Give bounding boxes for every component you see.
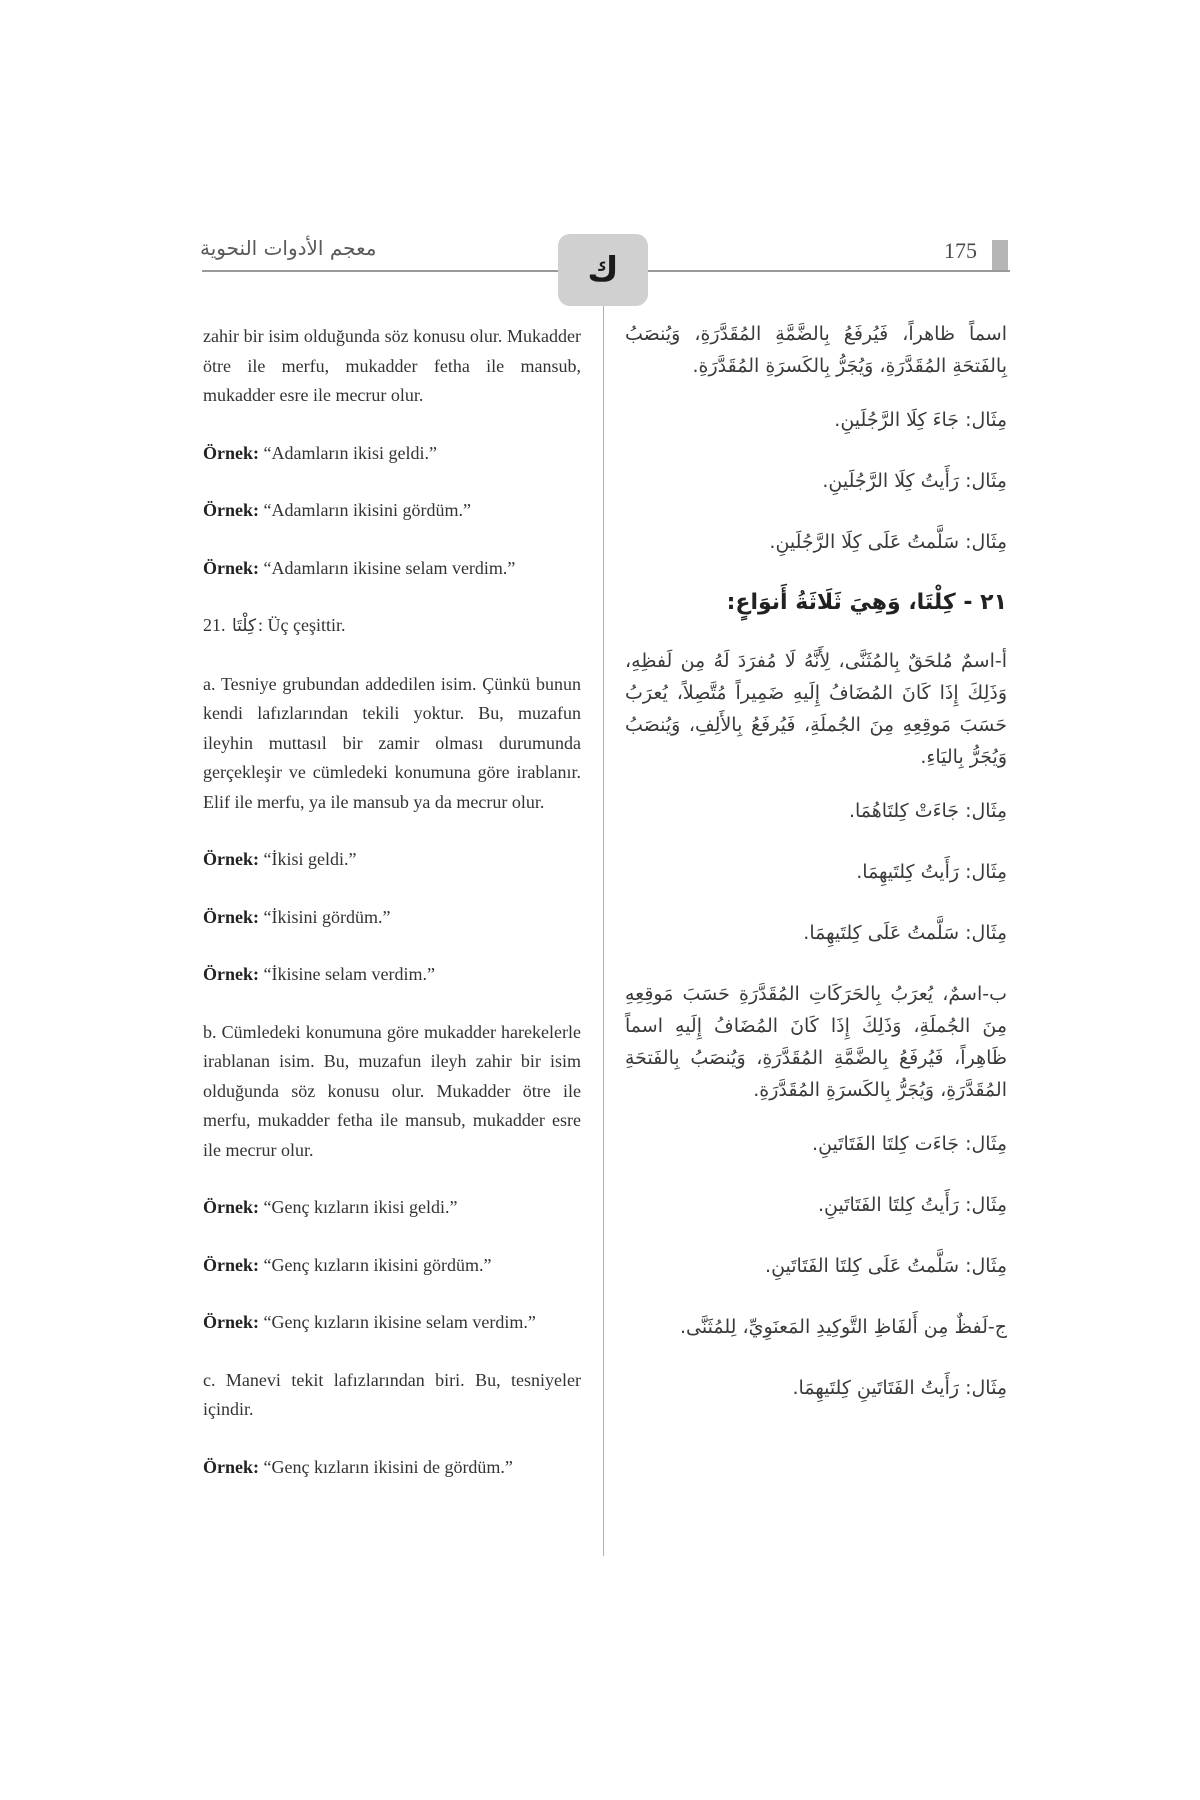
page-number-marker [992, 240, 1008, 270]
example-label: Örnek: [203, 849, 259, 869]
example-text: “Genç kızların ikisine selam verdim.” [263, 1312, 536, 1332]
ar-paragraph: اسماً ظاهراً، فَيُرفَعُ بِالضَّمَّةِ المُقَدَّرَةِ، وَيُنصَبُ بِالفَتحَةِ المُقَدَّرَةِ، وَيُجَرُّ بِالكَسرَةِ المُقَدَّرَةِ. [625, 323, 1007, 377]
ar-entry-heading: ٢١ - كِلْتَا، وَهِيَ ثَلَاثَةُ أَنوَاعٍ: [726, 590, 1007, 615]
tr-paragraph: a. Tesniye grubundan addedilen isim. Çünkü bunun kendi lafızlarından tekili yoktur. Bu, muzafun ileyhin muttasıl bir zamir olması durumunda gerçekleşir ve cümledeki konumuna göre irablanır. Elif ile merfu, ya ile mansub ya da mecrur olur. [203, 673, 581, 812]
tr-example [203, 1251, 581, 1281]
ar-example: مِثَال: سَلَّمتُ عَلَى كِلتَا الفَتَاتَينِ. [765, 1255, 1007, 1277]
tr-example [203, 1193, 581, 1223]
example-text: “Adamların ikisine selam verdim.” [263, 557, 516, 578]
ar-example: مِثَال: جَاءَ كِلَا الرَّجُلَينِ. [834, 409, 1007, 431]
example-text: “İkisi geldi.” [263, 849, 357, 869]
example-label: Örnek: [203, 442, 259, 463]
example-label: Örnek: [203, 1254, 259, 1275]
example-text: “İkisini gördüm.” [263, 906, 391, 927]
page-number: 175 [944, 238, 977, 263]
example-label: Örnek: [203, 964, 259, 984]
ar-example: مِثَال: جَاءَتْ كِلتَاهُمَا. [848, 800, 1007, 822]
ar-example: مِثَال: رَأَيتُ كِلتَا الفَتَاتَينِ. [817, 1194, 1007, 1216]
example-text: “Genç kızların ikisi geldi.” [263, 1197, 458, 1217]
example-label: Örnek: [203, 557, 259, 578]
example-text: “Adamların ikisini gördüm.” [263, 500, 471, 520]
ar-example: مِثَال: رَأَيتُ كِلتَيهِمَا. [856, 861, 1007, 883]
ar-example: مِثَال: جَاءَت كِلتَا الفَتَاتَينِ. [812, 1133, 1007, 1155]
example-text: “İkisine selam verdim.” [263, 964, 435, 984]
example-label: Örnek: [203, 906, 259, 927]
example-text: “Genç kızların ikisini de gördüm.” [263, 1456, 513, 1477]
running-header-title: معجم الأدوات النحوية [200, 236, 377, 260]
ar-example: مِثَال: سَلَّمتُ عَلَى كِلَا الرَّجُلَينِ. [769, 531, 1007, 553]
tr-example [203, 1308, 581, 1338]
ar-example: مِثَال: سَلَّمتُ عَلَى كِلتَيهِمَا. [803, 922, 1007, 944]
column-divider [603, 306, 604, 1556]
tr-example [203, 845, 581, 875]
tr-example [203, 903, 581, 933]
arabic-column [625, 318, 1007, 1433]
example-label: Örnek: [203, 1456, 259, 1477]
tr-example [203, 1453, 581, 1483]
turkish-column [203, 322, 581, 1510]
ar-paragraph: ج-لَفظٌ مِن أَلفَاظِ التَّوكِيدِ المَعنَوِيِّ، لِلمُثَنَّى. [680, 1316, 1007, 1338]
ar-example: مِثَال: رَأَيتُ الفَتَاتَينِ كِلتَيهِمَا. [792, 1377, 1007, 1399]
tr-paragraph: c. Manevi tekit lafızlarından biri. Bu, tesniyeler içindir. [203, 1369, 581, 1419]
entry-heading-text: : Üç çeşittir. [258, 615, 346, 635]
tr-example [203, 496, 581, 526]
example-text: “Genç kızların ikisini gördüm.” [263, 1254, 492, 1275]
tr-paragraph: zahir bir isim olduğunda söz konusu olur. Mukadder ötre ile merfu, mukadder fetha ile mansub, mukadder esre ile mecrur olur. [203, 326, 581, 405]
example-label: Örnek: [203, 1312, 259, 1332]
ar-example: مِثَال: رَأَيتُ كِلَا الرَّجُلَينِ. [822, 470, 1007, 492]
ar-paragraph: أ-اسمٌ مُلحَقٌ بِالمُثَنَّى، لِأَنَّهُ لَا مُفرَدَ لَهُ مِن لَفظِهِ، وَذَلِكَ إِذَا كَانَ المُضَافُ إِلَيهِ ضَمِيراً مُتَّصِلاً، يُعرَبُ حَسَبَ مَوقِعِهِ مِنَ الجُملَةِ، فَيُرفَعُ بِالأَلِفِ، وَيُنصَبُ وَيُجَرُّ بِاليَاءِ. [625, 650, 1007, 768]
example-label: Örnek: [203, 1197, 259, 1217]
example-text: “Adamların ikisi geldi.” [263, 442, 437, 463]
entry-arabic-word: كِلْتَا [232, 616, 257, 636]
ar-paragraph: ب-اسمٌ، يُعرَبُ بِالحَرَكَاتِ المُقَدَّرَةِ حَسَبَ مَوقِعِهِ مِنَ الجُملَةِ، وَذَلِكَ إِذَا كَانَ المُضَافُ إِلَيهِ اسماً ظَاهِراً، فَيُرفَعُ بِالضَّمَّةِ المُقَدَّرَةِ، وَيُنصَبُ بِالفَتحَةِ المُقَدَّرَةِ، وَيُجَرُّ بِالكَسرَةِ المُقَدَّرَةِ. [625, 983, 1007, 1101]
tr-entry-heading [203, 611, 581, 642]
entry-number: 21. [203, 615, 226, 635]
tr-paragraph: b. Cümledeki konumuna göre mukadder harekelerle irablanan isim. Bu, muzafun ileyh zahir bir isim olduğunda söz konusu olur. Mukadder ötre ile merfu, mukadder fetha ile mansub, mukadder esre ile mecrur olur. [203, 1021, 581, 1160]
tr-example [203, 554, 581, 584]
tr-example [203, 960, 581, 990]
example-label: Örnek: [203, 500, 259, 520]
chapter-letter-tab: ك [558, 234, 648, 306]
tr-example [203, 439, 581, 469]
